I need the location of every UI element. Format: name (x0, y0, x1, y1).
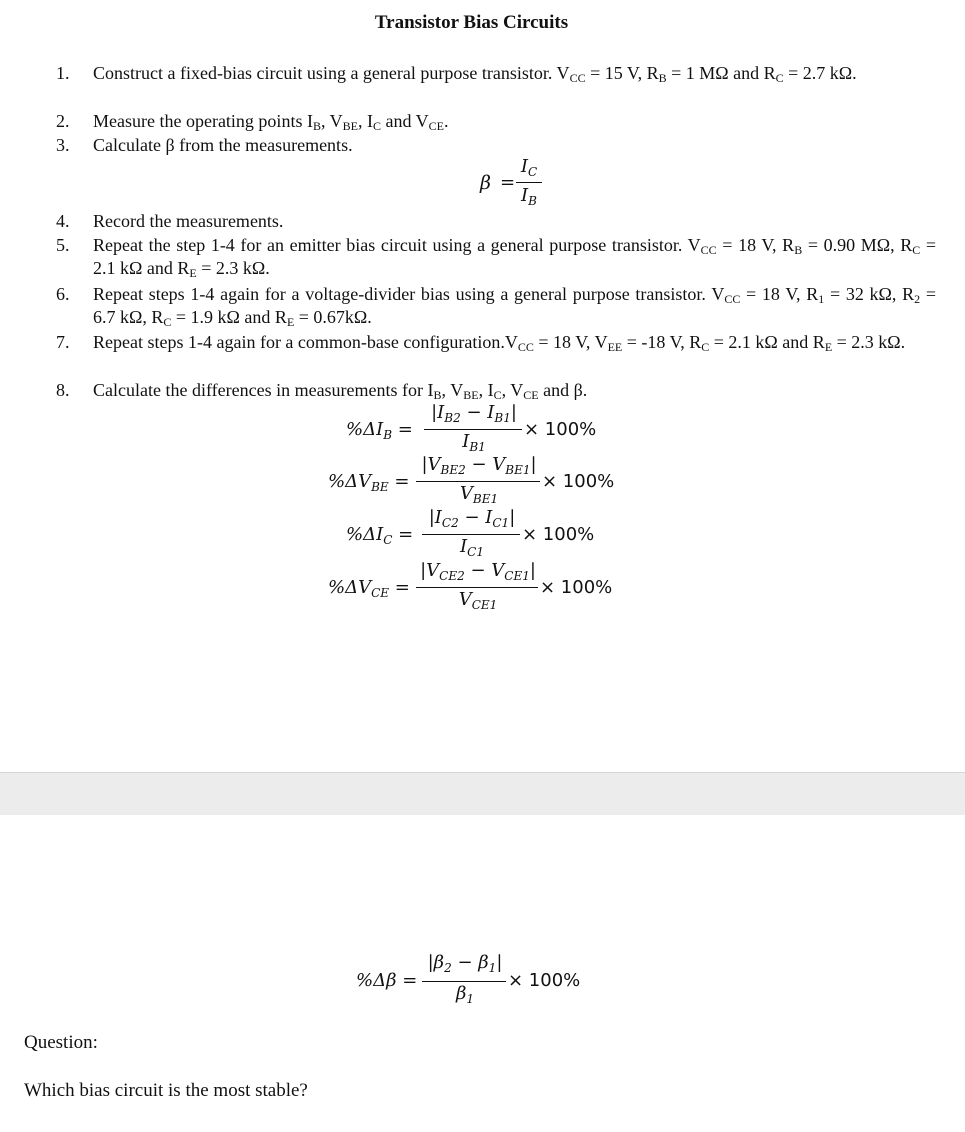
formula-numerator: $|I_{C2} - I_{C1}|$ (428, 507, 516, 530)
step-7 (56, 331, 936, 354)
formula-numerator: $|V_{BE2} - V_{BE1}|$ (421, 454, 537, 477)
formula-multiplier: × 100% (540, 577, 613, 598)
page-title: Transistor Bias Circuits (374, 12, 569, 33)
step-number: 7. (56, 332, 70, 352)
step-number: 4. (56, 211, 70, 231)
formula-denominator: $I_{C1}$ (460, 536, 484, 559)
step-1 (56, 62, 936, 85)
formula-denominator: $V_{BE1}$ (459, 483, 499, 506)
formula-delta-beta (356, 952, 596, 1010)
step-2 (56, 110, 936, 133)
page-separator (0, 772, 965, 815)
step-number: 1. (56, 63, 70, 83)
fraction-bar (422, 534, 520, 535)
question-text: Which bias circuit is the most stable? (24, 1080, 308, 1101)
formula-multiplier: × 100% (508, 970, 581, 991)
step-number: 2. (56, 111, 70, 131)
formula-lhs: $\%\Delta I_B$ = (346, 419, 413, 442)
step-8 (56, 379, 936, 402)
step-number: 6. (56, 284, 70, 304)
beta-symbol: β (480, 172, 491, 194)
fraction-bar (422, 981, 506, 982)
formula-multiplier: × 100% (522, 524, 595, 545)
step-number: 3. (56, 135, 70, 155)
step-number: 8. (56, 380, 70, 400)
fraction-bar (416, 481, 540, 482)
step-5 (56, 234, 936, 280)
step-text: Record the measurements. (93, 211, 284, 231)
step-text: Calculate β from the measurements. (93, 135, 353, 155)
step-text: Calculate the differences in measurements for $I_B$, $V_{BE}$, $I_C$, $V_{CE}$ and β. (93, 380, 588, 402)
formula-lhs: $\%\Delta I_C$ = (346, 524, 414, 547)
formula-delta-vce (328, 560, 628, 612)
formula-delta-ic (346, 507, 616, 559)
formula-numerator: $|\beta_2 - \beta_1|$ (427, 952, 503, 975)
formula-numerator: $|V_{CE2} - V_{CE1}|$ (420, 560, 536, 583)
fraction-bar (416, 587, 538, 588)
step-text: Repeat steps 1-4 again for a voltage-divider bias using a general purpose transistor. $V_{CC} = 18$ V, $R_1 = 32$ kΩ, $R_2 = 6.7$ kΩ, $R_C = 1.9$ kΩ and $R_E = 0.67k\Omega$. (93, 284, 937, 329)
step-text: Repeat the step 1-4 for an emitter bias circuit using a general purpose transistor. $V_{CC} = 18$ V, $R_B = 0.90$ MΩ, $R_C = 2.1$ kΩ and $R_E = 2.3$ kΩ. (93, 235, 937, 280)
formula-lhs: $\%\Delta V_{BE}$ = (328, 471, 410, 494)
formula-delta-ib (346, 402, 616, 454)
formula-lhs: %Δβ = (356, 970, 418, 991)
step-4 (56, 210, 936, 233)
formula-multiplier: × 100% (542, 471, 615, 492)
formula-lhs: $\%\Delta V_{CE}$ = (328, 577, 410, 600)
formula-denominator: $I_{B1}$ (462, 431, 486, 454)
step-6 (56, 283, 936, 329)
step-text: Construct a fixed-bias circuit using a general purpose transistor. $V_{CC} = 15$ V, $R_B = 1$ MΩ and $R_C = 2.7$ kΩ. (93, 63, 857, 85)
fraction-bar (516, 182, 542, 183)
formula-numerator: $|I_{B2} - I_{B1}|$ (431, 402, 517, 425)
step-text: Measure the operating points $I_B$, $V_{BE}$, $I_C$ and $V_{CE}$. (93, 111, 449, 133)
beta-denominator: $I_B$ (521, 185, 537, 208)
formula-delta-vbe (328, 454, 628, 506)
question-label: Question: (24, 1032, 98, 1053)
formula-denominator: $\beta_1$ (455, 983, 475, 1006)
step-number: 5. (56, 235, 70, 255)
beta-numerator: $I_C$ (520, 156, 538, 179)
beta-formula (480, 156, 560, 212)
fraction-bar (424, 429, 522, 430)
step-text: Repeat steps 1-4 again for a common-base $configuration.V_{CC} = 18$ V, $V_{EE} = -18$ V, $R_C = 2.1$ kΩ and $R_E = 2.3$ kΩ. (93, 332, 906, 354)
formula-denominator: $V_{CE1}$ (458, 589, 498, 612)
step-3 (56, 134, 936, 157)
formula-multiplier: × 100% (524, 419, 597, 440)
equals-sign: = (500, 172, 516, 193)
